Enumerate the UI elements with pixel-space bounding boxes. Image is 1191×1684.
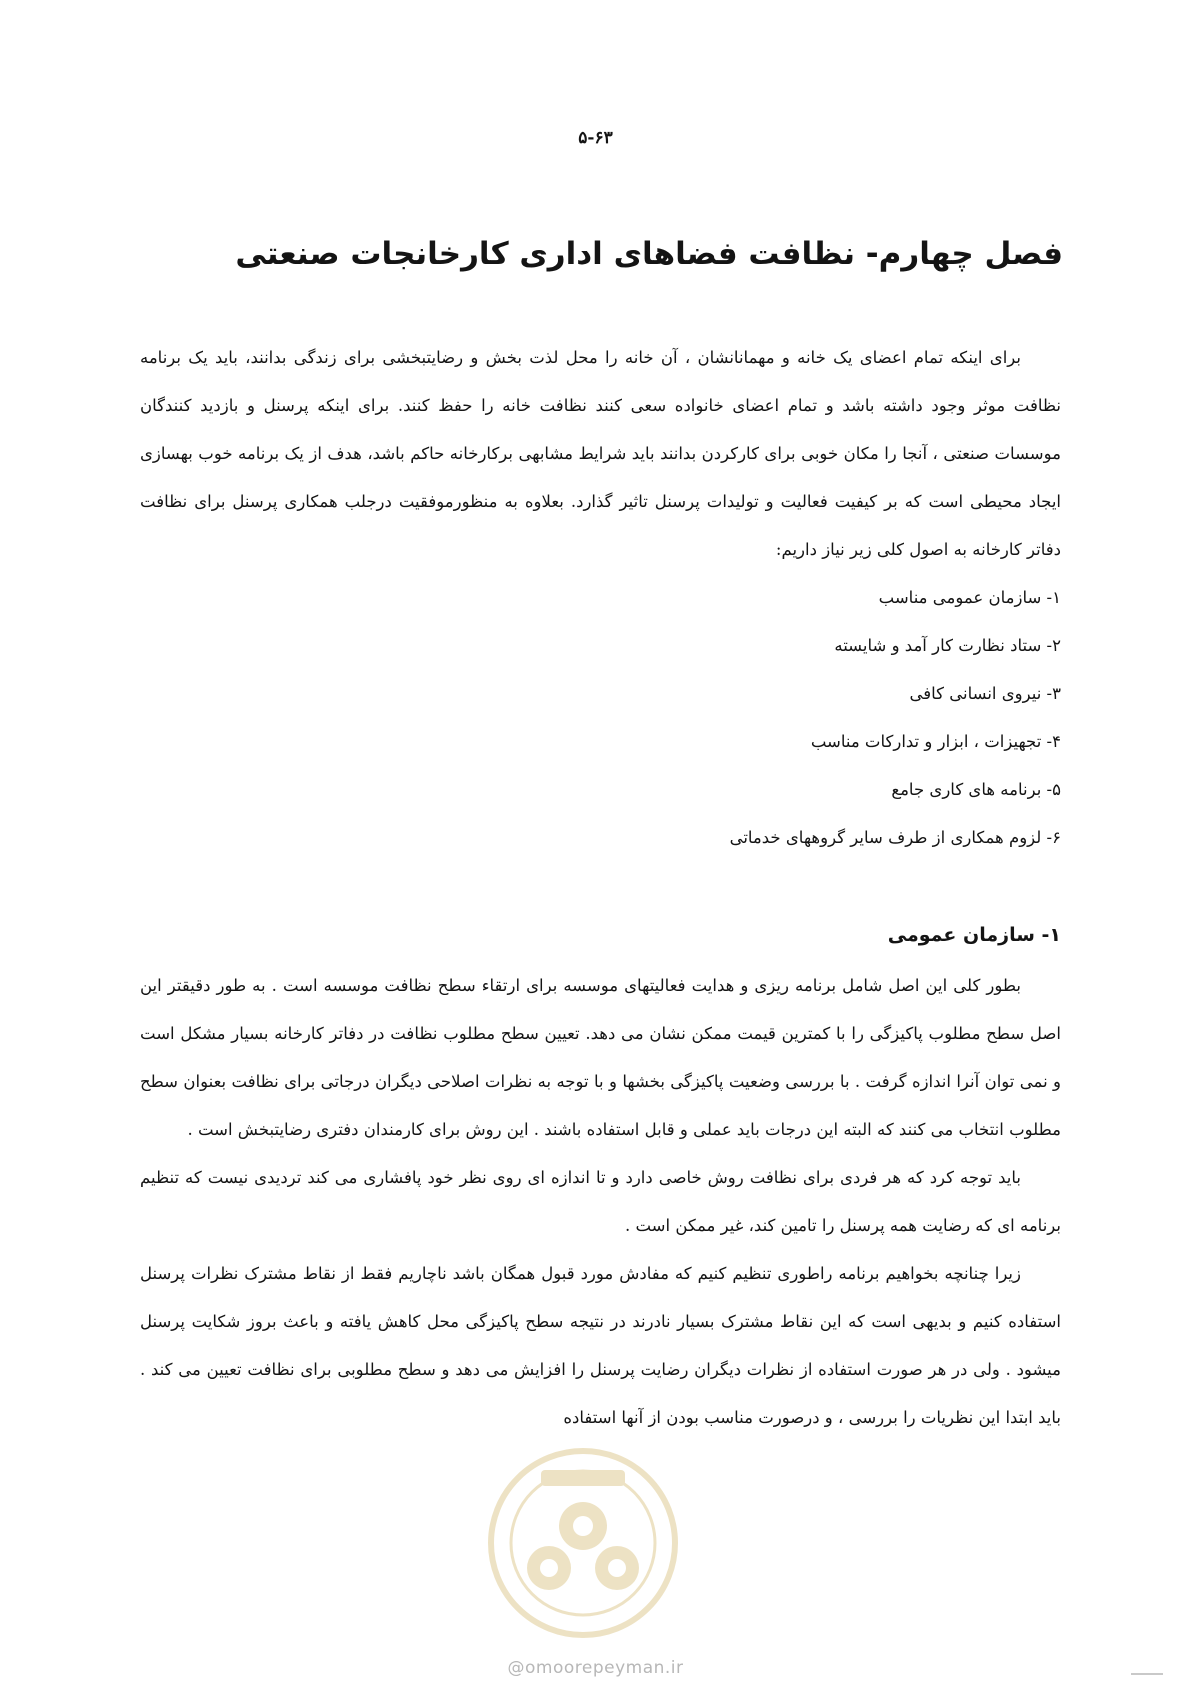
section-paragraph: زیرا چنانچه بخواهیم برنامه راطوری تنظیم کنیم که مفادش مورد قبول همگان باشد ناچاریم فقط از نقاط مشترک نظرات پرسنل استفاده کنیم و بدیهی است که این نقاط مشترک بسیار نادرند در نتیجه سطح پاکیزگی محل کاهش یافته و باعث بروز شکایت پرسنل میشود . ولی در هر صورت استفاده از نظرات دیگران رضایت پرسنل را افزایش می دهد و سطح مطلوبی برای نظافت تعیین می کند . باید ابتدا این نظریات را بررسی ، و درصورت مناسب بودن از آنها استفاده: [140, 1264, 1061, 1427]
section-heading: ۱- سازمان عمومی: [887, 924, 1061, 946]
list-item: ۳- نیروی انسانی کافی: [909, 684, 1061, 703]
list-item: ۴- تجهیزات ، ابزار و تدارکات مناسب: [810, 732, 1061, 751]
section-paragraph: بطور کلی این اصل شامل برنامه ریزی و هدایت فعالیتهای موسسه برای ارتقاء سطح نظافت موسسه است . به طور دقیقتر این اصل سطح مطلوب پاکیزگی را با کمترین قیمت ممکن نشان می دهد. تعیین سطح مطلوب نظافت در دفاتر کارخانه بسیار مشکل است و نمی توان آنرا اندازه گرفت . با بررسی وضعیت پاکیزگی بخشها و با توجه به نظرات اصلاحی دیگران درجاتی برای نظافت بعنوان سطح مطلوب انتخاب می کنند که البته این درجات باید عملی و قابل استفاده باشند . این روش برای کارمندان دفتری رضایتبخش است .: [140, 976, 1061, 1139]
list-item: ۲- ستاد نظارت کار آمد و شایسته: [834, 636, 1061, 655]
intro-paragraph: برای اینکه تمام اعضای یک خانه و مهمانانشان ، آن خانه را محل لذت بخش و رضایتبخشی برای زندگی بدانند، باید یک برنامه نظافت موثر وجود داشته باشد و تمام اعضای خانواده سعی کنند نظافت خانه را حفظ کنند. برای اینکه پرسنل و بازدید کنندگان موسسات صنعتی ، آنجا را مکان خوبی برای کارکردن بدانند باید شرایط مشابهی برکارخانه حاکم باشد، هدف از یک برنامه خوب بهسازی ایجاد محیطی است که بر کیفیت فعالیت و تولیدات پرسنل تاثیر گذارد. بعلاوه به منظورموفقیت درجلب همکاری پرسنل برای نظافت دفاتر کارخانه به اصول کلی زیر نیاز داریم:: [140, 348, 1061, 559]
section-body: [140, 962, 1061, 1442]
principles-list: [140, 574, 1061, 862]
section-paragraph: باید توجه کرد که هر فردی برای نظافت روش خاصی دارد و تا اندازه ای روی نظر خود پافشاری می کند تردیدی نیست که تنظیم برنامه ای که رضایت همه پرسنل را تامین کند، غیر ممکن است .: [140, 1168, 1061, 1235]
chapter-title: فصل چهارم- نظافت فضاهای اداری کارخانجات صنعتی: [235, 236, 1063, 272]
list-item: ۱- سازمان عمومی مناسب: [878, 588, 1061, 607]
list-item: ۵- برنامه های کاری جامع: [891, 780, 1061, 799]
page-number: ۵-۶۳: [578, 128, 613, 148]
corner-mark: [1131, 1673, 1163, 1675]
watermark-url: @omoorepeyman.ir: [507, 1658, 684, 1678]
seal-logo-icon: [483, 1418, 683, 1648]
list-item: ۶- لزوم همکاری از طرف سایر گروههای خدماتی: [729, 828, 1061, 847]
intro-block: [140, 334, 1061, 862]
